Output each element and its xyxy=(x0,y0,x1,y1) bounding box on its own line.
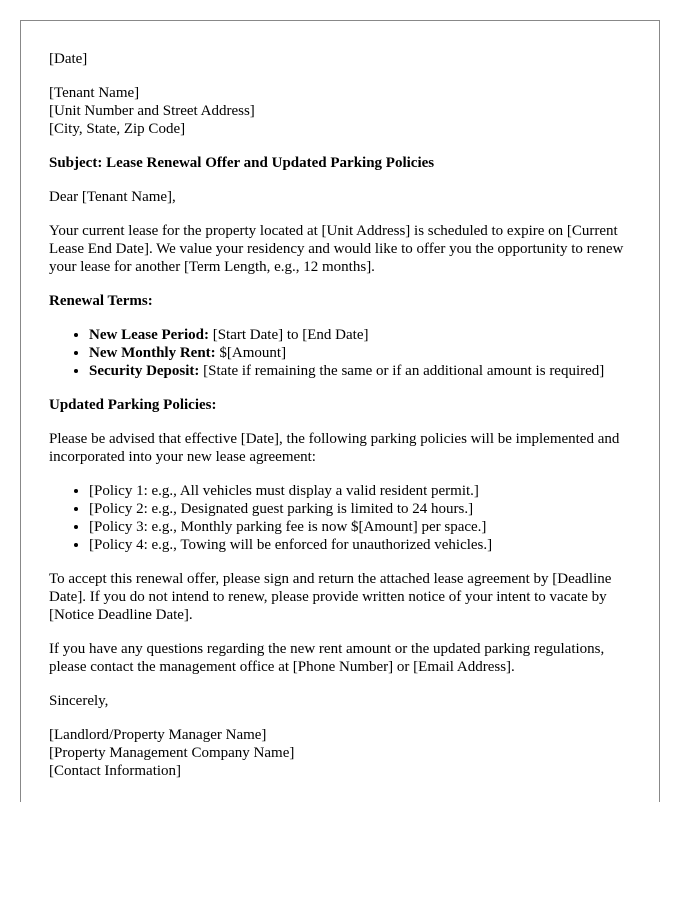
letter-subject: Subject: Lease Renewal Offer and Updated Parking Policies xyxy=(49,155,435,171)
parking-policy-item: • [Policy 4: e.g., Towing will be enforced for unauthorized vehicles.] xyxy=(89,536,631,554)
letter-intro: Your current lease for the property located at [Unit Address] is scheduled to expire on [Current Lease End Date]. We value your residency and would like to offer you the opportunity to renew your lease for another [Term Length, e.g., 12 months]. xyxy=(49,223,624,275)
letter-date: [Date] xyxy=(49,51,88,67)
recipient-block xyxy=(49,84,631,138)
renewal-term-item xyxy=(89,344,631,362)
renewal-term-label: New Monthly Rent: xyxy=(89,345,216,361)
parking-policies-list xyxy=(49,482,631,554)
letter-page xyxy=(20,20,660,802)
letter-closing: Sincerely, xyxy=(49,693,109,709)
parking-policy-item: • [Policy 2: e.g., Designated guest parking is limited to 24 hours.] xyxy=(89,500,631,518)
renewal-term-value: [State if remaining the same or if an additional amount is required] xyxy=(199,363,605,379)
renewal-term-item xyxy=(89,326,631,344)
signature-company: [Property Management Company Name] xyxy=(49,745,295,761)
renewal-terms-list xyxy=(49,326,631,380)
renewal-term-value: [Start Date] to [End Date] xyxy=(208,327,369,343)
renewal-term-label: New Lease Period: xyxy=(89,327,209,343)
recipient-name: [Tenant Name] xyxy=(49,85,140,101)
signature-block xyxy=(49,726,631,780)
renewal-term-item xyxy=(89,362,631,380)
signature-name: [Landlord/Property Manager Name] xyxy=(49,727,267,743)
renewal-terms-heading: Renewal Terms: xyxy=(49,293,153,309)
parking-policies-heading: Updated Parking Policies: xyxy=(49,397,217,413)
acceptance-paragraph: To accept this renewal offer, please sign and return the attached lease agreement by [Deadline Date]. If you do not intend to renew, please provide written notice of your intent to vacate by [Notice Deadline Date]. xyxy=(49,571,612,623)
signature-contact: [Contact Information] xyxy=(49,763,182,779)
parking-policy-item: • [Policy 3: e.g., Monthly parking fee is now $[Amount] per space.] xyxy=(89,518,631,536)
recipient-address-line2: [City, State, Zip Code] xyxy=(49,121,186,137)
parking-policies-intro: Please be advised that effective [Date], the following parking policies will be implemented and incorporated into your new lease agreement: xyxy=(49,431,620,465)
renewal-term-label: Security Deposit: xyxy=(89,363,200,379)
parking-policy-item: • [Policy 1: e.g., All vehicles must display a valid resident permit.] xyxy=(89,482,631,500)
questions-paragraph: If you have any questions regarding the new rent amount or the updated parking regulations, please contact the management office at [Phone Number] or [Email Address]. xyxy=(49,641,605,675)
recipient-address-line1: [Unit Number and Street Address] xyxy=(49,103,255,119)
renewal-term-value: $[Amount] xyxy=(215,345,287,361)
letter-salutation: Dear [Tenant Name], xyxy=(49,189,176,205)
